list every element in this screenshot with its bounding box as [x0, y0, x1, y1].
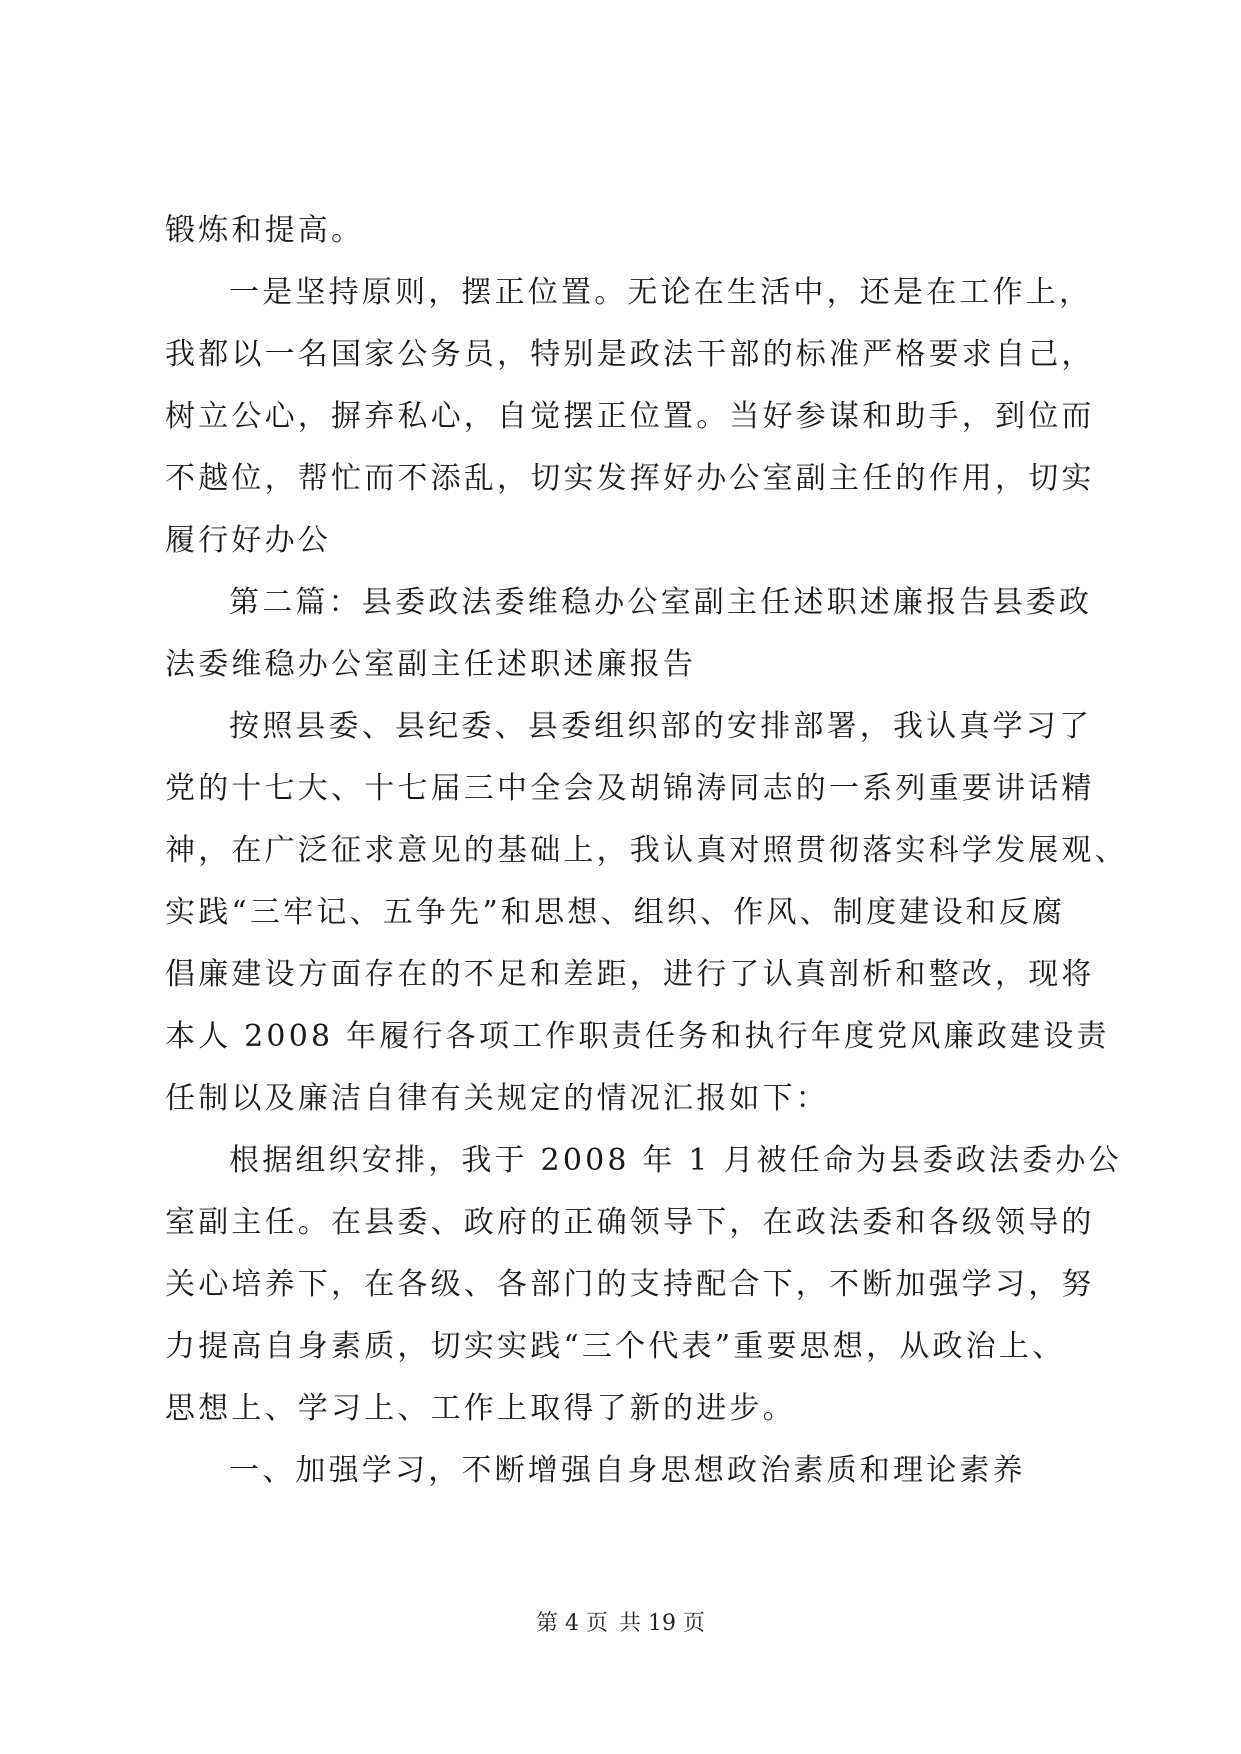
text-line: 任制以及廉洁自律有关规定的情况汇报如下： [165, 1081, 829, 1116]
page-number: 第 4 页 [536, 1611, 608, 1636]
text-line: 党的十七大、十七届三中全会及胡锦涛同志的一系列重要讲话精 [165, 771, 1095, 806]
text-line: 思想上、学习上、工作上取得了新的进步。 [165, 1391, 796, 1426]
subheading-line: 一、加强学习，不断增强自身思想政治素质和理论素养 [229, 1453, 1026, 1488]
text-line: 神，在广泛征求意见的基础上，我认真对照贯彻落实科学发展观、 [165, 833, 1128, 868]
section-heading-line: 法委维稳办公室副主任述职述廉报告 [165, 647, 697, 682]
page-total: 共 19 页 [619, 1611, 705, 1636]
text-line: 我都以一名国家公务员，特别是政法干部的标准严格要求自己， [165, 337, 1095, 372]
text-line: 锻炼和提高。 [165, 213, 365, 248]
text-line: 室副主任。在县委、政府的正确领导下，在政法委和各级领导的 [165, 1205, 1095, 1240]
text-line: 树立公心，摒弃私心，自觉摆正位置。当好参谋和助手，到位而 [165, 399, 1095, 434]
text-line: 实践“三牢记、五争先”和思想、组织、作风、制度建设和反腐 [165, 895, 1066, 930]
text-line: 不越位，帮忙而不添乱，切实发挥好办公室副主任的作用，切实 [165, 461, 1095, 496]
text-line: 按照县委、县纪委、县委组织部的安排部署，我认真学习了 [229, 709, 1093, 744]
text-line: 力提高自身素质，切实实践“三个代表”重要思想，从政治上、 [165, 1329, 1066, 1364]
text-line: 履行好办公 [165, 523, 331, 558]
text-line: 关心培养下，在各级、各部门的支持配合下，不断加强学习，努 [165, 1267, 1095, 1302]
text-line: 一是坚持原则，摆正位置。无论在生活中，还是在工作上， [229, 275, 1093, 310]
text-line: 本人 2008 年履行各项工作职责任务和执行年度党风廉政建设责 [165, 1019, 1110, 1054]
text-line: 倡廉建设方面存在的不足和差距，进行了认真剖析和整改，现将 [165, 957, 1095, 992]
text-line: 根据组织安排，我于 2008 年 1 月被任命为县委政法委办公 [229, 1143, 1122, 1178]
document-body [165, 200, 1128, 1502]
page-footer [0, 1606, 1241, 1637]
section-heading-line: 第二篇：县委政法委维稳办公室副主任述职述廉报告县委政 [229, 585, 1093, 620]
